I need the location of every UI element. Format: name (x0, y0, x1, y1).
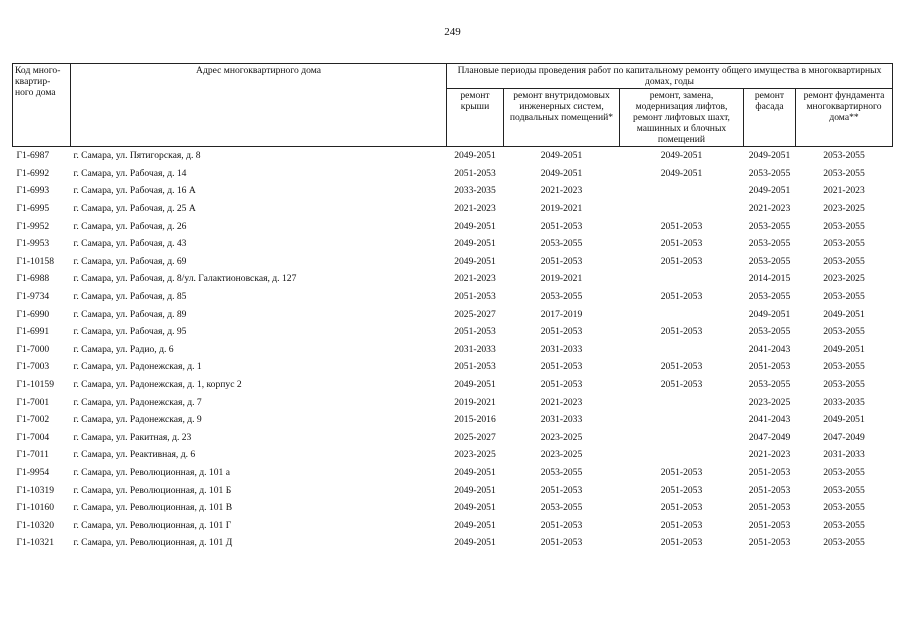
table-row (13, 446, 893, 464)
row-facade: 2051-2053 (748, 466, 791, 478)
row-roof: 2049-2051 (454, 519, 496, 531)
row-address: г. Самара, ул. Революционная, д. 101 Д (73, 537, 233, 549)
row-address: г. Самара, ул. Рабочая, д. 95 (73, 326, 187, 338)
row-elevators: 2051-2053 (660, 379, 703, 391)
row-code: Г1-7001 (16, 396, 50, 408)
row-roof: 2019-2021 (454, 396, 496, 408)
row-facade: 2014-2015 (748, 273, 791, 285)
row-address: г. Самара, ул. Революционная, д. 101 а (73, 466, 230, 478)
row-foundation: 2031-2033 (823, 449, 865, 461)
row-roof: 2031-2033 (454, 343, 496, 355)
row-address: г. Самара, ул. Революционная, д. 101 Б (73, 484, 232, 496)
row-code: Г1-6992 (16, 167, 50, 179)
row-code: Г1-9734 (16, 291, 50, 303)
row-address: г. Самара, ул. Рабочая, д. 69 (73, 255, 187, 267)
row-facade: 2021-2023 (748, 449, 791, 461)
table-row (13, 376, 893, 394)
row-facade: 2049-2051 (748, 185, 791, 197)
row-roof: 2051-2053 (454, 167, 496, 179)
row-systems: 2051-2053 (540, 379, 583, 391)
row-systems: 2021-2023 (540, 396, 583, 408)
row-code: Г1-7003 (16, 361, 50, 373)
row-address: г. Самара, ул. Рабочая, д. 89 (73, 308, 187, 320)
row-address: г. Самара, ул. Ракитная, д. 23 (73, 431, 192, 443)
row-roof: 2049-2051 (454, 466, 496, 478)
row-roof: 2021-2023 (454, 273, 496, 285)
row-facade: 2053-2055 (748, 255, 791, 267)
table-row (13, 235, 893, 253)
table-row (13, 182, 893, 200)
row-foundation: 2053-2055 (823, 167, 865, 179)
row-foundation: 2023-2025 (823, 273, 865, 285)
row-address: г. Самара, ул. Рабочая, д. 16 А (73, 185, 196, 197)
row-elevators (620, 393, 744, 411)
row-elevators (620, 341, 744, 359)
row-roof: 2049-2051 (454, 220, 496, 232)
row-foundation: 2049-2051 (823, 308, 865, 320)
row-facade: 2051-2053 (748, 361, 791, 373)
row-foundation: 2053-2055 (823, 238, 865, 250)
row-foundation: 2053-2055 (823, 150, 865, 162)
table-row (13, 429, 893, 447)
row-elevators: 2051-2053 (660, 255, 703, 267)
row-roof: 2051-2053 (454, 291, 496, 303)
row-address: г. Самара, ул. Рабочая, д. 85 (73, 291, 187, 303)
row-facade: 2051-2053 (748, 519, 791, 531)
table-row (13, 200, 893, 218)
row-code: Г1-9952 (16, 220, 50, 232)
row-code: Г1-7004 (16, 431, 50, 443)
row-address: г. Самара, ул. Радонежская, д. 1, корпус 2 (73, 379, 242, 391)
row-facade: 2053-2055 (748, 291, 791, 303)
row-roof: 2023-2025 (454, 449, 496, 461)
table-row (13, 217, 893, 235)
row-systems: 2031-2033 (540, 414, 583, 426)
row-roof: 2015-2016 (454, 414, 496, 426)
row-elevators (620, 200, 744, 218)
row-systems: 2049-2051 (540, 167, 583, 179)
table-row (13, 270, 893, 288)
row-address: г. Самара, ул. Рабочая, д. 43 (73, 238, 187, 250)
row-facade: 2051-2053 (748, 484, 791, 496)
row-systems: 2019-2021 (540, 273, 583, 285)
row-foundation: 2053-2055 (823, 379, 865, 391)
row-systems: 2023-2025 (540, 431, 583, 443)
row-elevators (620, 270, 744, 288)
row-facade: 2053-2055 (748, 379, 791, 391)
row-elevators (620, 429, 744, 447)
row-address: г. Самара, ул. Радио, д. 6 (73, 343, 174, 355)
row-elevators: 2051-2053 (660, 466, 703, 478)
row-systems: 2053-2055 (540, 291, 583, 303)
row-elevators: 2051-2053 (660, 326, 703, 338)
header-facade: ремонт фасада (744, 89, 796, 147)
row-foundation: 2049-2051 (823, 414, 865, 426)
row-code: Г1-6993 (16, 185, 50, 197)
row-systems: 2021-2023 (540, 185, 583, 197)
row-foundation: 2047-2049 (823, 431, 865, 443)
table-row (13, 464, 893, 482)
row-foundation: 2021-2023 (823, 185, 865, 197)
row-systems: 2051-2053 (540, 519, 583, 531)
row-foundation: 2053-2055 (823, 537, 865, 549)
row-code: Г1-10320 (16, 519, 55, 531)
row-elevators: 2051-2053 (660, 220, 703, 232)
row-systems: 2053-2055 (540, 466, 583, 478)
table-row (13, 516, 893, 534)
header-roof: ремонт крыши (447, 89, 504, 147)
row-systems: 2051-2053 (540, 326, 583, 338)
row-code: Г1-7002 (16, 414, 50, 426)
header-systems: ремонт внутридомовых инженерных систем, подвальных помещений* (504, 89, 620, 147)
table-row (13, 393, 893, 411)
row-elevators: 2051-2053 (660, 361, 703, 373)
row-roof: 2049-2051 (454, 379, 496, 391)
row-systems: 2053-2055 (540, 238, 583, 250)
row-systems: 2017-2019 (540, 308, 583, 320)
table-row (13, 165, 893, 183)
row-systems: 2051-2053 (540, 361, 583, 373)
row-facade: 2053-2055 (748, 238, 791, 250)
row-roof: 2049-2051 (454, 502, 496, 514)
row-elevators: 2051-2053 (660, 537, 703, 549)
row-elevators: 2051-2053 (660, 484, 703, 496)
row-facade: 2053-2055 (748, 167, 791, 179)
row-elevators: 2051-2053 (660, 291, 703, 303)
row-code: Г1-10319 (16, 484, 55, 496)
row-code: Г1-10321 (16, 537, 55, 549)
row-code: Г1-7000 (16, 343, 50, 355)
row-systems: 2051-2053 (540, 255, 583, 267)
row-foundation: 2049-2051 (823, 343, 865, 355)
capital-repair-table (12, 63, 893, 552)
row-elevators (620, 446, 744, 464)
table-row (13, 288, 893, 306)
row-address: г. Самара, ул. Рабочая, д. 25 А (73, 203, 196, 215)
row-roof: 2049-2051 (454, 484, 496, 496)
row-facade: 2041-2043 (748, 343, 791, 355)
row-facade: 2049-2051 (748, 308, 791, 320)
row-foundation: 2053-2055 (823, 255, 865, 267)
table-row (13, 253, 893, 271)
row-elevators (620, 182, 744, 200)
row-address: г. Самара, ул. Реактивная, д. 6 (73, 449, 196, 461)
row-facade: 2053-2055 (748, 220, 791, 232)
row-roof: 2049-2051 (454, 255, 496, 267)
row-code: Г1-7011 (16, 449, 49, 461)
row-code: Г1-10158 (16, 255, 55, 267)
row-roof: 2033-2035 (454, 185, 496, 197)
row-facade: 2047-2049 (748, 431, 791, 443)
row-code: Г1-10159 (16, 379, 55, 391)
row-address: г. Самара, ул. Пятигорская, д. 8 (73, 150, 201, 162)
row-address: г. Самара, ул. Радонежская, д. 1 (73, 361, 202, 373)
table-row (13, 358, 893, 376)
row-roof: 2025-2027 (454, 308, 496, 320)
page-number: 249 (444, 26, 461, 38)
row-code: Г1-6995 (16, 203, 50, 215)
row-roof: 2049-2051 (454, 238, 496, 250)
row-roof: 2051-2053 (454, 326, 496, 338)
row-systems: 2053-2055 (540, 502, 583, 514)
row-systems: 2019-2021 (540, 203, 583, 215)
row-code: Г1-6987 (16, 150, 50, 162)
row-foundation: 2033-2035 (823, 396, 865, 408)
table-row (13, 499, 893, 517)
table-row (13, 305, 893, 323)
row-elevators (620, 411, 744, 429)
row-code: Г1-6988 (16, 273, 50, 285)
row-foundation: 2053-2055 (823, 466, 865, 478)
header-foundation: ремонт фундамента многоквартирного дома** (796, 89, 893, 147)
row-facade: 2041-2043 (748, 414, 791, 426)
row-foundation: 2053-2055 (823, 220, 865, 232)
row-address: г. Самара, ул. Радонежская, д. 7 (73, 396, 202, 408)
row-roof: 2049-2051 (454, 537, 496, 549)
row-elevators: 2051-2053 (660, 519, 703, 531)
row-elevators (620, 305, 744, 323)
row-roof: 2051-2053 (454, 361, 496, 373)
row-elevators: 2049-2051 (660, 167, 703, 179)
row-address: г. Самара, ул. Рабочая, д. 8/ул. Галактионовская, д. 127 (73, 273, 297, 285)
row-address: г. Самара, ул. Рабочая, д. 14 (73, 167, 187, 179)
row-facade: 2053-2055 (748, 326, 791, 338)
row-facade: 2051-2053 (748, 537, 791, 549)
table-row (13, 534, 893, 552)
table-row (13, 323, 893, 341)
table-body (13, 147, 893, 552)
header-periods: Плановые периоды проведения работ по капитальному ремонту общего имущества в многоквартирных домах, годы (447, 64, 893, 89)
row-facade: 2049-2051 (748, 150, 791, 162)
row-elevators: 2051-2053 (660, 502, 703, 514)
header-code: Код много-квартир-ного дома (13, 64, 71, 147)
row-address: г. Самара, ул. Рабочая, д. 26 (73, 220, 187, 232)
row-systems: 2049-2051 (540, 150, 583, 162)
row-systems: 2051-2053 (540, 220, 583, 232)
table-row (13, 481, 893, 499)
row-foundation: 2053-2055 (823, 519, 865, 531)
row-facade: 2051-2053 (748, 502, 791, 514)
row-foundation: 2053-2055 (823, 291, 865, 303)
row-foundation: 2023-2025 (823, 203, 865, 215)
row-roof: 2049-2051 (454, 150, 496, 162)
row-elevators: 2051-2053 (660, 238, 703, 250)
row-code: Г1-9953 (16, 238, 50, 250)
row-address: г. Самара, ул. Революционная, д. 101 Г (73, 519, 232, 531)
row-code: Г1-6991 (16, 326, 50, 338)
table-row (13, 341, 893, 359)
row-code: Г1-10160 (16, 502, 55, 514)
row-foundation: 2053-2055 (823, 502, 865, 514)
row-code: Г1-9954 (16, 466, 50, 478)
row-roof: 2021-2023 (454, 203, 496, 215)
row-foundation: 2053-2055 (823, 361, 865, 373)
header-elevators: ремонт, замена, модернизация лифтов, ремонт лифтовых шахт, машинных и блочных помещений (620, 89, 744, 147)
row-facade: 2023-2025 (748, 396, 791, 408)
row-code: Г1-6990 (16, 308, 50, 320)
row-elevators: 2049-2051 (660, 150, 703, 162)
row-address: г. Самара, ул. Радонежская, д. 9 (73, 414, 202, 426)
row-systems: 2023-2025 (540, 449, 583, 461)
header-address: Адрес многоквартирного дома (71, 64, 447, 147)
row-facade: 2021-2023 (748, 203, 791, 215)
row-roof: 2025-2027 (454, 431, 496, 443)
row-foundation: 2053-2055 (823, 326, 865, 338)
row-systems: 2031-2033 (540, 343, 583, 355)
row-systems: 2051-2053 (540, 484, 583, 496)
row-foundation: 2053-2055 (823, 484, 865, 496)
table-row (13, 147, 893, 165)
row-systems: 2051-2053 (540, 537, 583, 549)
table-row (13, 411, 893, 429)
row-address: г. Самара, ул. Революционная, д. 101 В (73, 502, 233, 514)
